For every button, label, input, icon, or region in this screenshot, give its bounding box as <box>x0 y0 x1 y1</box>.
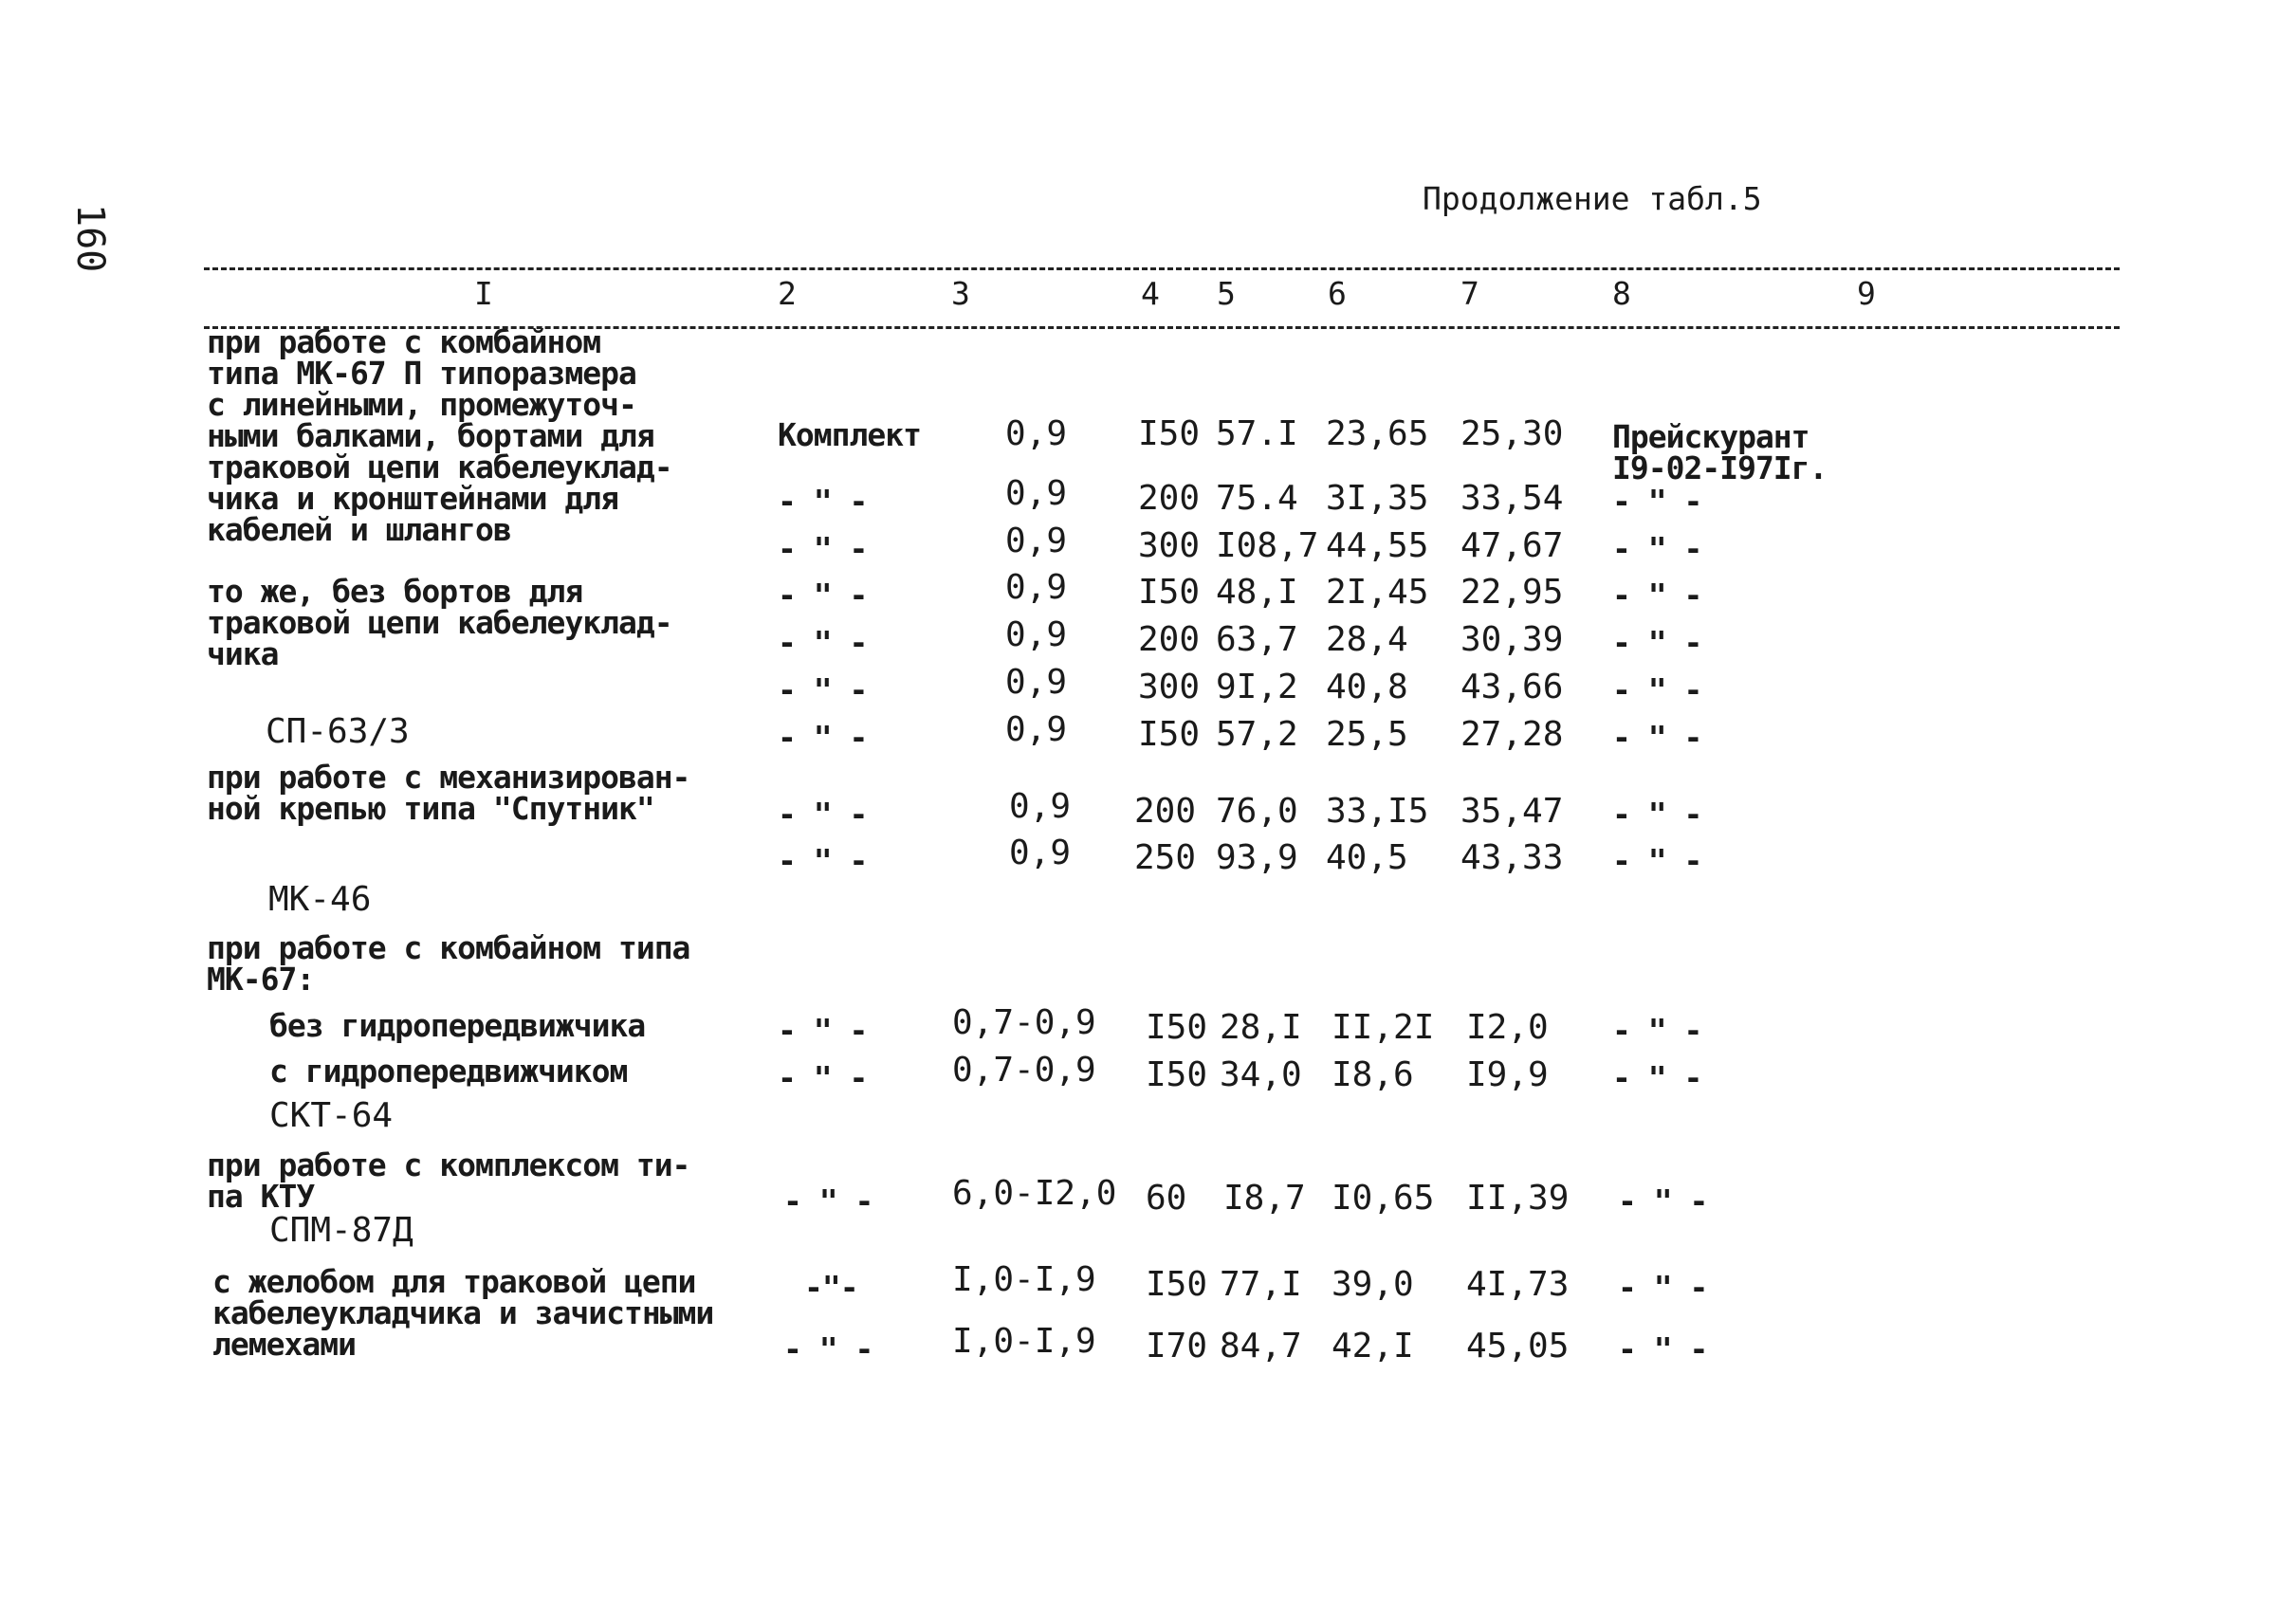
cell-col6: I8,6 <box>1332 1055 1414 1094</box>
cell-col3: 0,9 <box>1005 414 1068 453</box>
cell-col6: I0,65 <box>1332 1179 1435 1218</box>
section-sp-63-3: СП-63/3 <box>266 712 410 751</box>
cell-col5: 34,0 <box>1220 1055 1302 1094</box>
table-caption: Продолжение табл.5 <box>1423 180 1762 217</box>
row-desc-mk67-with-boards: при работе с комбайном типа МК-67 П типоразмера с линейными, промежуточ- ными балками, бортами для траковой цепи кабелеуклад- чика и кронштейнами для кабелей и шлангов <box>207 323 672 548</box>
cell-col4: 250 <box>1134 838 1197 877</box>
cell-col3: 0,9 <box>1005 615 1068 654</box>
unit-cell: - " - <box>778 842 868 879</box>
cell-col4: I50 <box>1146 1055 1208 1094</box>
header-col-1: I <box>474 275 493 312</box>
unit-cell: - " - <box>778 624 868 661</box>
cell-col6: 42,I <box>1332 1327 1414 1366</box>
cell-col3: 0,7-0,9 <box>952 1051 1096 1090</box>
unit-cell: - " - <box>778 719 868 756</box>
cell-col8: - " - <box>1612 577 1702 614</box>
cell-col4: I50 <box>1146 1265 1208 1304</box>
cell-col5: 93,9 <box>1216 838 1298 877</box>
header-col-6: 6 <box>1328 275 1347 312</box>
cell-col7: 45,05 <box>1466 1327 1570 1366</box>
cell-col4: I50 <box>1138 414 1201 453</box>
cell-col7: I9,9 <box>1466 1055 1549 1094</box>
cell-col8: - " - <box>1612 842 1702 879</box>
cell-col6: 40,8 <box>1326 668 1408 706</box>
cell-col3: 0,9 <box>1005 474 1068 513</box>
cell-col5: I08,7 <box>1216 526 1319 565</box>
unit-cell: - " - <box>783 1330 873 1367</box>
cell-col4: I50 <box>1138 715 1201 754</box>
unit-cell: - " - <box>778 1059 868 1096</box>
cell-col6: 28,4 <box>1326 620 1408 659</box>
cell-col5: 57,2 <box>1216 715 1298 754</box>
cell-col7: 35,47 <box>1460 792 1564 831</box>
cell-col5: 48,I <box>1216 573 1298 612</box>
header-col-5: 5 <box>1217 275 1236 312</box>
cell-col4: 200 <box>1138 620 1201 659</box>
cell-col5: I8,7 <box>1223 1179 1306 1218</box>
header-col-7: 7 <box>1460 275 1479 312</box>
cell-col6: 40,5 <box>1326 838 1408 877</box>
header-col-8: 8 <box>1612 275 1631 312</box>
cell-col8: - " - <box>1612 1059 1702 1096</box>
unit-cell: Комплект <box>778 416 921 453</box>
cell-col6: 25,5 <box>1326 715 1408 754</box>
section-skt-64: СКТ-64 <box>269 1096 394 1135</box>
cell-col8: - " - <box>1612 530 1702 567</box>
row-desc-trough: с желобом для траковой цепи кабелеукладчика и зачистными лемехами <box>212 1263 714 1363</box>
header-col-3: 3 <box>951 275 970 312</box>
cell-col8: - " - <box>1612 719 1702 756</box>
cell-col3: 0,9 <box>1005 522 1068 560</box>
cell-col5: 63,7 <box>1216 620 1298 659</box>
cell-col7: 30,39 <box>1460 620 1564 659</box>
unit-cell: - " - <box>778 530 868 567</box>
cell-col8: - " - <box>1612 671 1702 708</box>
cell-col5: 75.4 <box>1216 479 1298 518</box>
cell-col4: 300 <box>1138 668 1201 706</box>
unit-cell: -"- <box>804 1269 858 1306</box>
cell-col4: I50 <box>1146 1008 1208 1047</box>
cell-col3: I,0-I,9 <box>952 1260 1096 1299</box>
header-top-rule <box>204 267 2120 270</box>
cell-col6: 44,55 <box>1326 526 1429 565</box>
cell-col3: 0,9 <box>1005 663 1068 702</box>
row-desc-without-boards: то же, без бортов для траковой цепи кабелеуклад- чика <box>207 573 672 672</box>
cell-col8: - " - <box>1612 1012 1702 1049</box>
cell-col5: 84,7 <box>1220 1327 1302 1366</box>
cell-col5: 28,I <box>1220 1008 1302 1047</box>
cell-col8: Прейскурант I9-02-I97Iг. <box>1612 418 1828 486</box>
cell-col7: II,39 <box>1466 1179 1570 1218</box>
cell-col7: 43,66 <box>1460 668 1564 706</box>
unit-cell: - " - <box>783 1182 873 1219</box>
cell-col7: 25,30 <box>1460 414 1564 453</box>
cell-col3: 6,0-I2,0 <box>952 1174 1117 1213</box>
cell-col7: 47,67 <box>1460 526 1564 565</box>
cell-col6: 3I,35 <box>1326 479 1429 518</box>
unit-cell: - " - <box>778 796 868 833</box>
cell-col8: - " - <box>1618 1182 1708 1219</box>
header-col-4: 4 <box>1141 275 1160 312</box>
cell-col7: 27,28 <box>1460 715 1564 754</box>
cell-col8: - " - <box>1612 624 1702 661</box>
cell-col4: 60 <box>1146 1179 1187 1218</box>
cell-col6: 23,65 <box>1326 414 1429 453</box>
cell-col7: 33,54 <box>1460 479 1564 518</box>
row-desc-with-hydro: с гидропередвижчиком <box>269 1053 628 1090</box>
cell-col7: I2,0 <box>1466 1008 1549 1047</box>
cell-col6: 2I,45 <box>1326 573 1429 612</box>
cell-col4: 300 <box>1138 526 1201 565</box>
page-number: 160 <box>68 204 112 273</box>
cell-col4: I70 <box>1146 1327 1208 1366</box>
cell-col7: 22,95 <box>1460 573 1564 612</box>
unit-cell: - " - <box>778 1012 868 1049</box>
unit-cell: - " - <box>778 483 868 520</box>
cell-col8: - " - <box>1618 1269 1708 1306</box>
cell-col3: 0,9 <box>1009 834 1072 872</box>
row-desc-sputnik: при работе с механизирован- ной крепью типа "Спутник" <box>207 759 690 827</box>
cell-col6: II,2I <box>1332 1008 1435 1047</box>
cell-col5: 76,0 <box>1216 792 1298 831</box>
cell-col7: 4I,73 <box>1466 1265 1570 1304</box>
header-col-2: 2 <box>778 275 797 312</box>
cell-col6: 33,I5 <box>1326 792 1429 831</box>
cell-col8: - " - <box>1612 483 1702 520</box>
cell-col8: - " - <box>1618 1330 1708 1367</box>
cell-col4: 200 <box>1134 792 1197 831</box>
unit-cell: - " - <box>778 577 868 614</box>
cell-col7: 43,33 <box>1460 838 1564 877</box>
section-spm-87d: СПМ-87Д <box>269 1211 413 1250</box>
cell-col6: 39,0 <box>1332 1265 1414 1304</box>
cell-col3: 0,9 <box>1005 710 1068 749</box>
cell-col3: 0,9 <box>1005 568 1068 607</box>
cell-col5: 77,I <box>1220 1265 1302 1304</box>
section-mk-46: МК-46 <box>268 880 372 919</box>
cell-col5: 9I,2 <box>1216 668 1298 706</box>
cell-col3: 0,9 <box>1009 787 1072 826</box>
header-col-9: 9 <box>1857 275 1876 312</box>
cell-col3: I,0-I,9 <box>952 1322 1096 1361</box>
unit-cell: - " - <box>778 671 868 708</box>
cell-col8: - " - <box>1612 796 1702 833</box>
cell-col4: 200 <box>1138 479 1201 518</box>
row-desc-mk67: при работе с комбайном типа МК-67: <box>207 929 690 998</box>
cell-col4: I50 <box>1138 573 1201 612</box>
row-desc-ktu: при работе с комплексом ти- па КТУ <box>207 1146 690 1215</box>
cell-col5: 57.I <box>1216 414 1298 453</box>
cell-col3: 0,7-0,9 <box>952 1003 1096 1042</box>
row-desc-no-hydro: без гидропередвижчика <box>269 1007 646 1044</box>
